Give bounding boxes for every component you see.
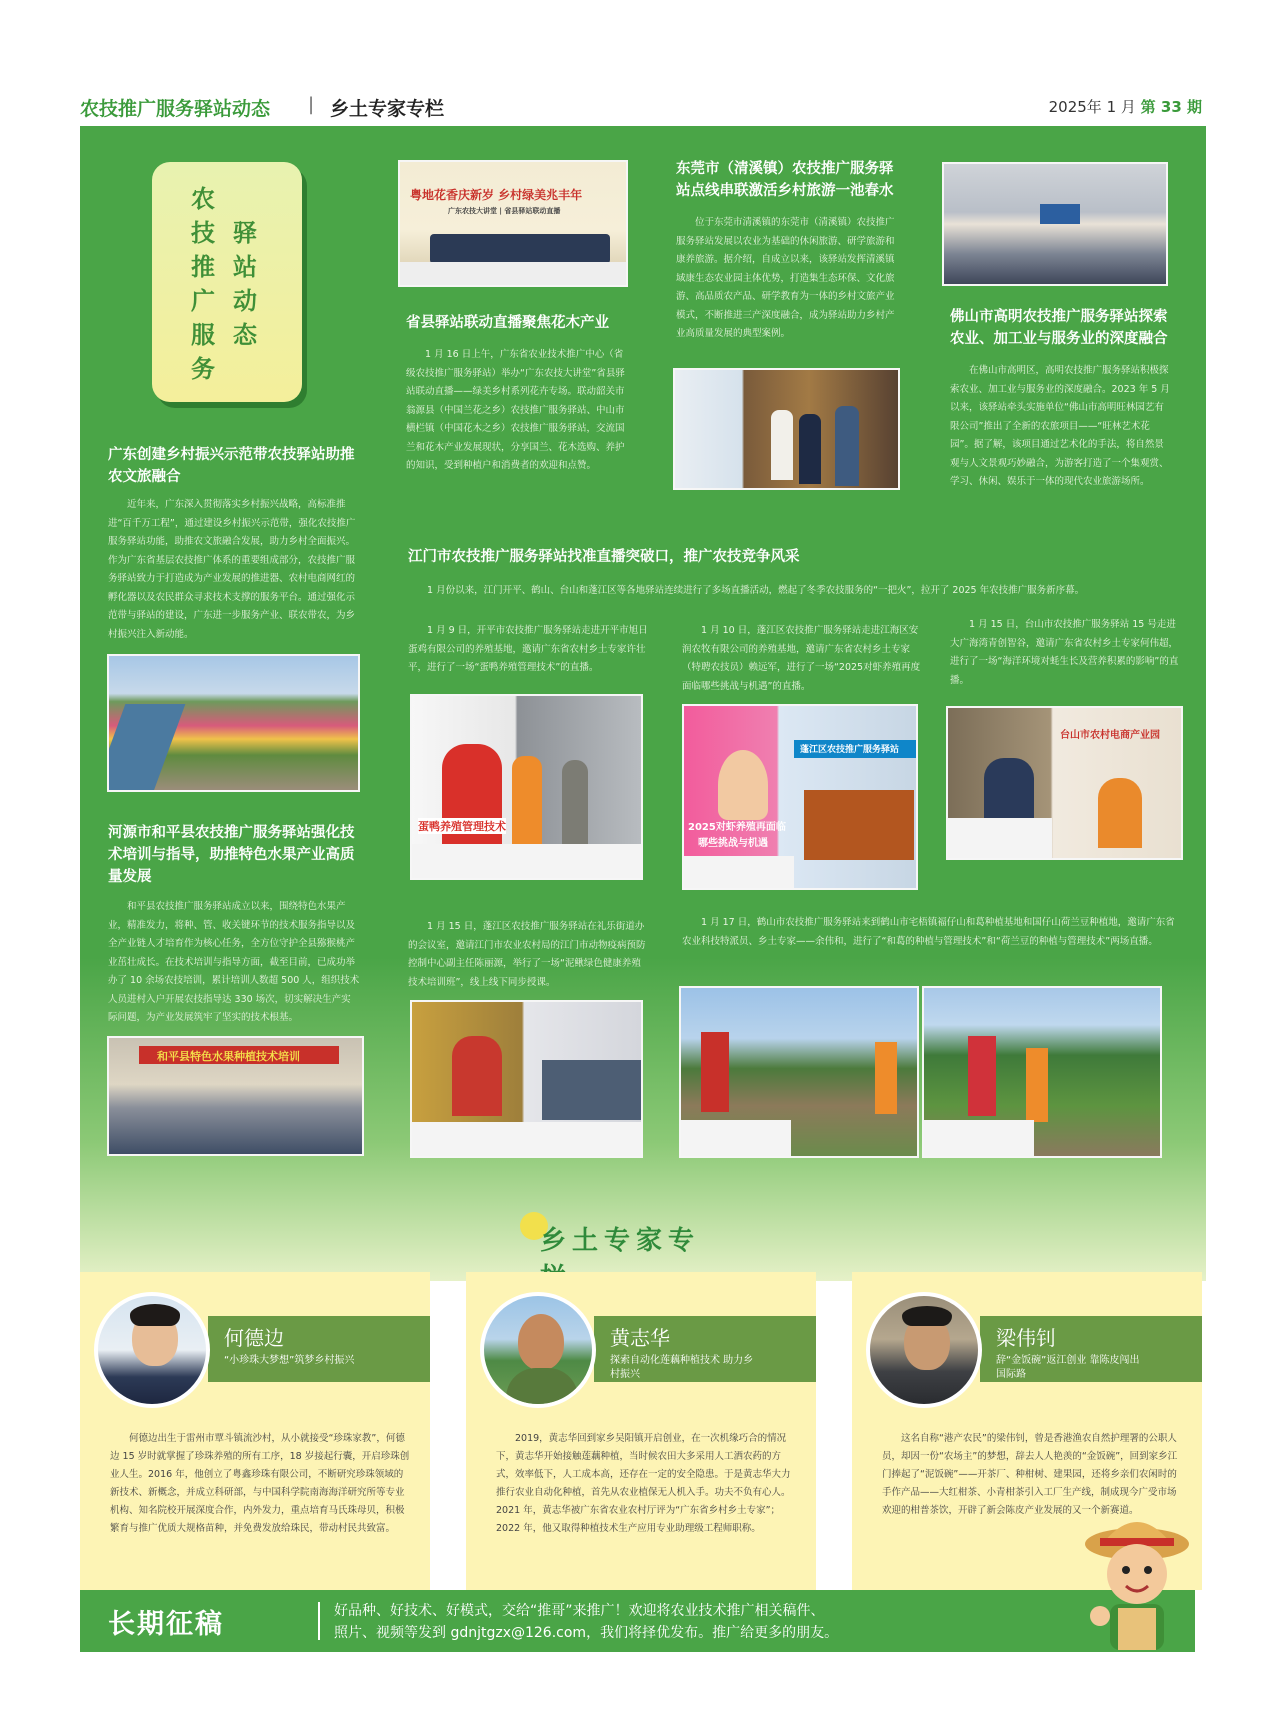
farmer-mascot-icon	[1082, 1508, 1192, 1656]
header-separator: |	[308, 94, 315, 115]
caption-pengjiang-shrimp: 1 月 10 日，蓬江区农技推广服务驿站走进江海区安润农牧有限公司的养殖基地，邀请广东省农村乡土专家（特聘农技员）赖远军，进行了一场“2025对虾养殖再度面临哪些挑战与机遇”的直播。	[682, 625, 921, 692]
article-4-title: 佛山市高明农技推广服务驿站探索农业、加工业与服务业的深度融合	[950, 309, 1168, 347]
article-6-title: 江门市农技推广服务驿站找准直播突破口，推广农技竞争风采	[408, 549, 800, 565]
expert-name: 何德边	[224, 1326, 284, 1350]
shrimp-label-2: 哪些挑战与机遇	[698, 838, 768, 849]
duck-live-label: 蛋鸭养殖管理技术	[418, 820, 506, 833]
shrimp-banner-text: 蓬江区农技推广服务驿站	[800, 745, 900, 755]
page-header	[80, 92, 1202, 124]
expert-bio: 这名自称“港产农民”的梁伟钊，曾是香港渔农自然护理署的公职人员，却因一份“农场主”的梦想，辞去人人艳羡的“金饭碗”，回到家乡江门捧起了“泥饭碗”——开茶厂、种柑树、建果园，还将乡亲们农闲时的手作产品——大红柑茶、小青柑茶引入工厂生产线，制成现今广受市场欢迎的柑普茶饮，开辟了新会陈皮产业发展的又一个新赛道。	[882, 1433, 1178, 1516]
caption-loach: 1 月 15 日，蓬江区农技推广服务驿站在礼乐街道办的会议室，邀请江门市农业农村局的江门市动物疫病预防控制中心副主任陈丽源，举行了一场“泥鳅绿色健康养殖技术培训班”，线上线下同步授课。	[408, 921, 646, 988]
article-5-body: 和平县农技推广服务驿站成立以来，围绕特色水果产业，精准发力，将种、管、收关键环节的技术服务指导以及全产业链人才培育作为核心任务，全方位守护全县猕猴桃产业茁壮成长。在技术培训与指导方面，截至目前，已成功举办了 10 余场农技培训，累计培训人数超 500 人，组织技术人员进村入户开展农技指导达 330 场次，切实解决生产实际问题，为产业发展筑牢了坚实的技术根基。	[108, 901, 360, 1023]
live-banner-text: 粤地花香庆新岁 乡村绿美兆丰年	[410, 188, 583, 202]
issue-info: 2025年 1 月 第 33 期	[1048, 98, 1202, 116]
avatar	[480, 1292, 596, 1408]
clean-stream-photo	[673, 368, 900, 490]
section-tag	[152, 162, 302, 402]
avatar	[866, 1292, 982, 1408]
training-banner-text: 和平县特色水果种植技术培训	[157, 1050, 300, 1063]
tag-column-2: 驿 站 动 态	[233, 219, 257, 349]
loach-training-photo	[410, 1000, 643, 1158]
expert-name: 梁伟钊	[996, 1326, 1056, 1350]
caption-heshan: 1 月 17 日，鹤山市农技推广服务驿站来到鹤山市宅梧镇福仔山和葛种植基地和国仔山荷兰豆种植地，邀请广东省农业科技特派员、乡土专家——余伟和，进行了“和葛的种植与管理技术”和“荷兰豆的种植与管理技术”两场直播。	[682, 917, 1175, 947]
shrimp-live-photo	[682, 704, 918, 890]
caption-taishan: 1 月 15 日，台山市农技推广服务驿站 15 号走进大广海湾青创智谷，邀请广东省农村乡土专家何伟超，进行了一场“海洋环境对蚝生长及营养积累的影响”的直播。	[950, 619, 1179, 686]
article-2-body: 1 月 16 日上午，广东省农业技术推广中心（省级农技推广服务驿站）举办“广东农技大讲堂”省县驿站联动直播——绿美乡村系列花卉专场。联动韶关市翁源县（中国兰花之乡）农技推广服务驿站、中山市横栏镇（中国花木之乡）农技推广服务驿站，交流国兰和花木产业发展现状，分享国兰、花木选购、养护的知识，受到种植户和消费者的欢迎和点赞。	[406, 349, 625, 471]
article-3-title: 东莞市（清溪镇）农技推广服务驿站点线串联激活乡村旅游一池春水	[676, 161, 894, 199]
call-text-line-1: 好品种、好技术、好模式，交给“推哥”来推广！欢迎将农业技术推广相关稿件、	[334, 1603, 825, 1619]
live-banner-sub: 广东农技大讲堂 | 省县驿站联动直播	[448, 207, 561, 215]
taishan-banner-text: 台山市农村电商产业园	[1060, 730, 1160, 741]
expert-section-title: 乡土专家专	[540, 1226, 701, 1256]
training-room-photo	[107, 1036, 364, 1156]
article-6-intro: 1 月份以来，江门开平、鹤山、台山和蓬江区等各地驿站连续进行了多场直播活动，燃起了冬季农技服务的“一把火”，拉开了 2025 年农技推广服务新序幕。	[427, 585, 1085, 596]
call-text-line-2: 照片、视频等发到 gdnjtgzx@126.com，我们将择优发布。推广给更多的朋友。	[334, 1625, 839, 1641]
expert-bio: 2019，黄志华回到家乡吴阳镇开启创业，在一次机缘巧合的情况下，黄志华开始接触莲藕种植，当时候农田大多采用人工洒农药的方式，效率低下，人工成本高，还存在一定的安全隐患。于是黄志华大力推行农业自动化种植，首先从农业植保无人机入手。功夫不负有心人。2021 年，黄志华被广东省农业农村厅评为“广东省乡村乡土专家”；2022 年，他又取得种植技术生产应用专业助理级工程师职称。	[496, 1433, 791, 1534]
call-label: 长期征稿	[108, 1609, 224, 1640]
expert-section-header	[510, 1212, 730, 1256]
duck-farming-live-photo	[410, 694, 643, 880]
expert-subtitle: “小珍珠大梦想”筑梦乡村振兴	[224, 1355, 355, 1366]
kudzu-field-photo	[679, 986, 919, 1158]
shrimp-label-1: 2025对虾养殖再面临	[688, 822, 786, 833]
expert-card-1	[80, 1272, 430, 1590]
pea-field-photo	[922, 986, 1162, 1158]
oyster-live-photo	[946, 706, 1183, 860]
meeting-hall-photo	[942, 162, 1168, 286]
expert-name: 黄志华	[610, 1326, 670, 1350]
article-2-title: 省县驿站联动直播聚焦花木产业	[406, 315, 609, 331]
call-for-submissions-bar	[80, 1590, 1195, 1652]
expert-subtitle: 探索自动化莲藕种植技术 助力乡村振兴	[610, 1355, 754, 1380]
expert-bio: 何德边出生于雷州市覃斗镇流沙村，从小就接受“珍珠家教”，何德边 15 岁时就掌握了珍珠养殖的所有工序，18 岁接起行囊，开启珍珠创业人生。2016 年，他创立了粤鑫珍珠有限公司，不断研究珍珠领域的新技术、新概念，并成立科研部，与中国科学院南海海洋研究所等专业机构、知名院校开展深度合作，内外发力，重点培育马氏珠母贝，积极繁育与推广优质大规格苗种，并免费发放给珠民，带动村民共致富。	[110, 1433, 410, 1534]
expert-name-bar	[208, 1316, 430, 1382]
expert-card-2	[466, 1272, 816, 1590]
article-5-title: 河源市和平县农技推广服务驿站强化技术培训与指导，助推特色水果产业高质量发展	[108, 825, 355, 885]
caption-kaiping: 1 月 9 日，开平市农技推广服务驿站走进开平市旭日蛋鸡有限公司的养殖基地，邀请广东省农村乡土专家许壮平，进行了一场“蛋鸭养殖管理技术”的直播。	[408, 625, 648, 673]
article-3-body: 位于东莞市清溪镇的东莞市（清溪镇）农技推广服务驿站发展以农业为基础的休闲旅游、研学旅游和康养旅游。据介绍，自成立以来，该驿站发挥清溪镇域康生态农业园主体优势，打造集生态环保、文化旅游、高品质农产品、研学教育为一体的乡村文旅产业模式，不断推进三产深度融合，成为驿站助力乡村产业高质量发展的典型案例。	[676, 217, 895, 339]
live-stream-photo	[398, 160, 628, 287]
section-title-experts: 乡土专家专栏	[330, 98, 445, 120]
avatar	[94, 1292, 210, 1408]
article-1-body: 近年来，广东深入贯彻落实乡村振兴战略，高标准推进“百千万工程”，通过建设乡村振兴示范带，强化农技推广服务驿站功能，助推农文旅融合发展，助力乡村全面振兴。作为广东省基层农技推广体系的重要组成部分，农技推广服务驿站致力于打造成为产业发展的推进器、农村电商网红的孵化器以及农民群众寻求技术支撑的服务平台。通过强化示范带与驿站的建设，广东进一步服务产业、联农带农，为乡村振兴注入新动能。	[108, 499, 356, 640]
article-4-body: 在佛山市高明区，高明农技推广服务驿站积极探索农业、加工业与服务业的深度融合。2023 年 5 月以来，该驿站牵头实施单位“佛山市高明旺林园艺有限公司”推出了全新的农旅项目——“旺林艺术花园”。据了解，该项目通过艺术化的手法，将自然景观与人文景观巧妙融合，为游客打造了一个集观赏、学习、休闲、娱乐于一体的现代农业旅游场所。	[950, 365, 1170, 487]
section-title-stations: 农技推广服务驿站动态	[80, 98, 271, 120]
expert-name-bar	[980, 1316, 1202, 1382]
expert-name-bar	[594, 1316, 816, 1382]
flower-field-photo	[107, 654, 360, 792]
tag-column-1: 农 技 推 广 服 务	[191, 185, 215, 383]
footer-divider	[318, 1602, 320, 1640]
article-1-title: 广东创建乡村振兴示范带农技驿站助推农文旅融合	[108, 447, 355, 485]
expert-subtitle: 辞“金饭碗”返江创业 靠陈皮闯出国际路	[996, 1355, 1140, 1380]
